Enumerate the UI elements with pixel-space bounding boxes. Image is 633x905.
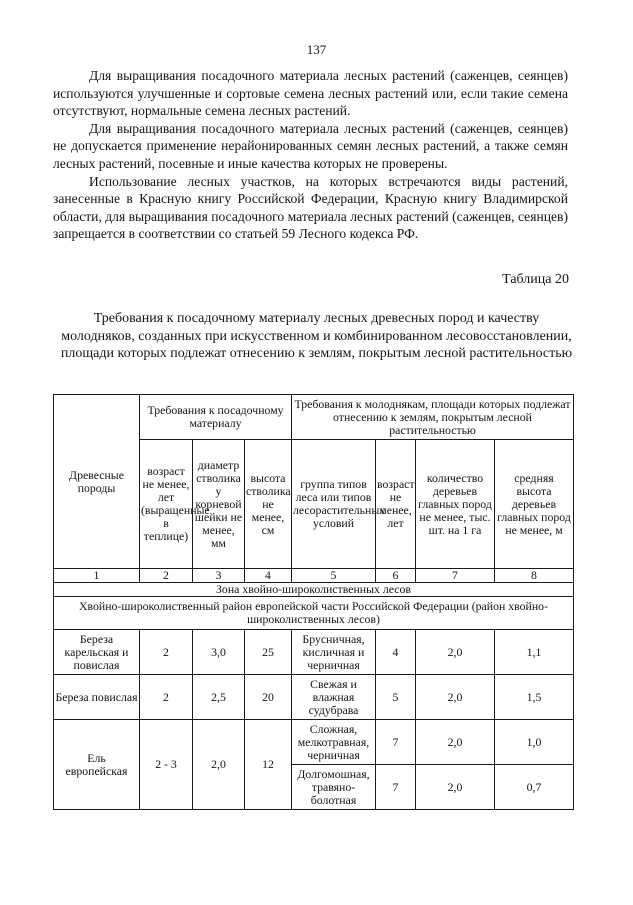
avg-height-cell: 1,0 — [495, 720, 574, 765]
column-number: 5 — [292, 569, 376, 583]
table-row — [54, 630, 574, 675]
height-cell: 20 — [245, 675, 292, 720]
age-cell: 2 — [140, 630, 193, 675]
tree-count-cell: 2,0 — [416, 765, 495, 810]
avg-height-cell: 1,1 — [495, 630, 574, 675]
page-number: 137 — [306, 42, 327, 57]
column-number: 6 — [376, 569, 416, 583]
young-age-cell: 7 — [376, 720, 416, 765]
species-cell: Береза карельская и повислая — [54, 630, 140, 675]
zone-label: Зона хвойно-широколиственных лесов — [54, 583, 574, 597]
column-number: 8 — [495, 569, 574, 583]
paragraph-prohibited-seeds: Для выращивания посадочного материала лесных растений (саженцев, сеянцев) не допускается применение нерайонированных семян лесных растений, а также семян лесных растений, посевные и иные качества которых не проверены. — [53, 120, 568, 171]
header-young-age: возраст не менее, лет — [376, 440, 416, 569]
header-diameter: диаметр стволика у корневой шейки не менее, мм — [193, 440, 245, 569]
column-number-row — [54, 569, 574, 583]
column-number: 3 — [193, 569, 245, 583]
paragraph-red-book: Использование лесных участков, на которых встречаются виды растений, занесенные в Красную книгу Российской Федерации, Красную книгу Владимирской области, для выращивания посадочного материала лесных растений (саженцев, сеянцев) запрещается в соответствии со статьей 59 Лесного кодекса РФ. — [53, 173, 568, 242]
paragraph-seeds: Для выращивания посадочного материала лесных растений (саженцев, сеянцев) используются улучшенные и сортовые семена лесных растений или, если такие семена отсутствуют, нормальные семена лесных растений. — [53, 68, 568, 119]
age-cell: 2 — [140, 675, 193, 720]
body-text — [53, 67, 568, 243]
header-row-groups — [54, 395, 574, 440]
forest-type-cell: Сложная, мелкотравная, черничная — [292, 720, 376, 765]
tree-count-cell: 2,0 — [416, 675, 495, 720]
height-cell: 25 — [245, 630, 292, 675]
column-number: 7 — [416, 569, 495, 583]
diameter-cell: 2,0 — [193, 720, 245, 810]
table-title: Требования к посадочному материалу лесных древесных пород и качеству молодняков, созданных при искусственном и комбинированном лесовосстановлении, площади которых подлежат отнесению к землям, покрытым лесной растительностью — [60, 311, 573, 361]
diameter-cell: 3,0 — [193, 630, 245, 675]
header-tree-count: количество деревьев главных пород не менее, тыс. шт. на 1 га — [416, 440, 495, 569]
forest-type-cell: Долгомошная, травяно-болотная — [292, 765, 376, 810]
table-label: Таблица 20 — [502, 272, 569, 287]
species-cell: Береза повислая — [54, 675, 140, 720]
requirements-table — [53, 394, 574, 810]
header-avg-height: средняя высота деревьев главных пород не менее, м — [495, 440, 574, 569]
young-age-cell: 5 — [376, 675, 416, 720]
region-row — [54, 597, 574, 630]
zone-row — [54, 583, 574, 597]
diameter-cell: 2,5 — [193, 675, 245, 720]
young-age-cell: 4 — [376, 630, 416, 675]
avg-height-cell: 1,5 — [495, 675, 574, 720]
header-height: высота стволика не менее, см — [245, 440, 292, 569]
header-age: возраст не менее, лет (выращенные в теплице) — [140, 440, 193, 569]
header-young-stands: Требования к молоднякам, площади которых подлежат отнесению к землям, покрытым лесной растительностью — [292, 395, 574, 440]
forest-type-cell: Свежая и влажная судубрава — [292, 675, 376, 720]
tree-count-cell: 2,0 — [416, 630, 495, 675]
species-cell: Ель европейская — [54, 720, 140, 810]
table-row — [54, 720, 574, 765]
table-row — [54, 675, 574, 720]
young-age-cell: 7 — [376, 765, 416, 810]
column-number: 4 — [245, 569, 292, 583]
header-species: Древесные породы — [54, 395, 140, 569]
column-number: 1 — [54, 569, 140, 583]
column-number: 2 — [140, 569, 193, 583]
age-cell: 2 - 3 — [140, 720, 193, 810]
tree-count-cell: 2,0 — [416, 720, 495, 765]
header-planting-material: Требования к посадочному материалу — [140, 395, 292, 440]
header-forest-type: группа типов леса или типов лесорастительных условий — [292, 440, 376, 569]
avg-height-cell: 0,7 — [495, 765, 574, 810]
height-cell: 12 — [245, 720, 292, 810]
forest-type-cell: Брусничная, кисличная и черничная — [292, 630, 376, 675]
region-label: Хвойно-широколиственный район европейской части Российской Федерации (район хвойно-широколиственных лесов) — [54, 597, 574, 630]
